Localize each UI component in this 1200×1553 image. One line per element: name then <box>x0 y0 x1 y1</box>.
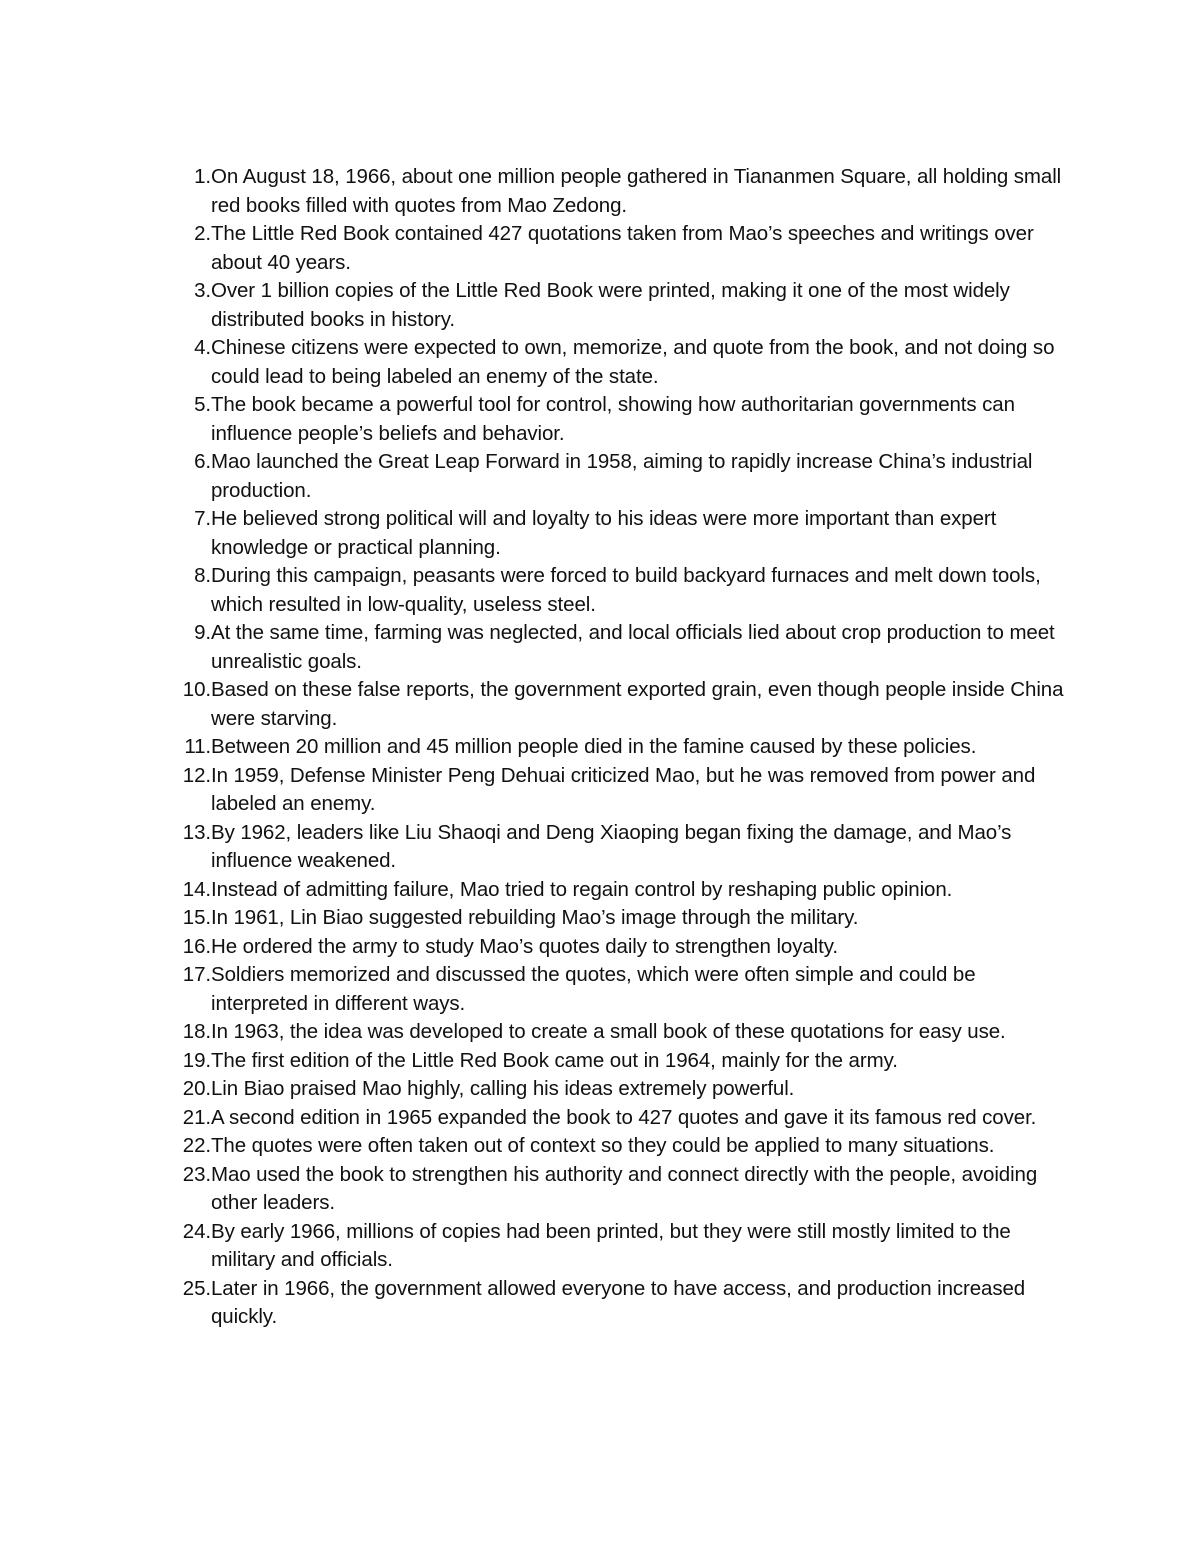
list-item-text: He believed strong political will and loyalty to his ideas were more important than expert knowledge or practical planning. <box>211 507 997 559</box>
list-item <box>160 220 1070 277</box>
list-item-number-label: 7. <box>194 507 211 530</box>
list-item-number-label: 23. <box>182 1162 211 1186</box>
list-item-number <box>160 277 211 306</box>
list-item-number <box>160 163 211 192</box>
list-item-number-label: 16. <box>182 934 211 958</box>
list-item-text: Between 20 million and 45 million people died in the famine caused by these policies. <box>211 735 977 758</box>
list-item-number <box>160 1275 211 1304</box>
list-item-text: By early 1966, millions of copies had been printed, but they were still mostly limited to the military and officials. <box>211 1219 1011 1271</box>
list-item-number <box>160 762 211 791</box>
list-item-text: The book became a powerful tool for control, showing how authoritarian governments can influence people’s beliefs and behavior. <box>211 393 1015 445</box>
list-item <box>160 762 1070 819</box>
list-item-number <box>160 448 211 477</box>
list-item <box>160 505 1070 562</box>
list-item <box>160 1218 1070 1275</box>
list-item-number <box>160 1018 211 1047</box>
list-item <box>160 819 1070 876</box>
list-item <box>160 733 1070 762</box>
list-item-number <box>160 562 211 591</box>
list-item-number <box>160 391 211 420</box>
list-item-text: Instead of admitting failure, Mao tried to regain control by reshaping public opinion. <box>211 877 953 901</box>
list-item-number-label: 8. <box>194 564 211 587</box>
list-item-text: Chinese citizens were expected to own, memorize, and quote from the book, and not doing so could lead to being labeled an enemy of the state. <box>211 336 1055 388</box>
list-item-number-label: 5. <box>194 393 211 416</box>
list-item-number <box>160 505 211 534</box>
list-item <box>160 448 1070 505</box>
list-item <box>160 676 1070 733</box>
list-item-number <box>160 1047 211 1076</box>
list-item-number-label: 6. <box>194 450 211 473</box>
list-item-number <box>160 876 211 905</box>
numbered-list <box>160 163 1070 1332</box>
list-item <box>160 163 1070 220</box>
list-item-number <box>160 733 211 762</box>
list-item <box>160 1075 1070 1104</box>
list-item-text: Soldiers memorized and discussed the quotes, which were often simple and could be interpreted in different ways. <box>211 963 976 1015</box>
list-item <box>160 334 1070 391</box>
list-item-text: Over 1 billion copies of the Little Red Book were printed, making it one of the most widely distributed books in history. <box>211 279 1010 331</box>
list-item-number-label: 25. <box>182 1276 211 1300</box>
list-item-text: Based on these false reports, the government exported grain, even though people inside China were starving. <box>211 678 1064 730</box>
list-item <box>160 1104 1070 1133</box>
list-item-text: At the same time, farming was neglected, and local officials lied about crop production to meet unrealistic goals. <box>211 621 1055 673</box>
list-item-number <box>160 334 211 363</box>
list-item-number-label: 18. <box>182 1020 211 1043</box>
list-item-number <box>160 1104 211 1133</box>
list-item <box>160 1018 1070 1047</box>
list-item-number-label: 17. <box>182 963 211 986</box>
list-item-number-label: 3. <box>194 279 211 302</box>
list-item <box>160 1161 1070 1218</box>
list-item-text: He ordered the army to study Mao’s quotes daily to strengthen loyalty. <box>211 934 838 958</box>
list-item-number-label: 4. <box>194 336 211 359</box>
list-item <box>160 562 1070 619</box>
list-item-number-label: 22. <box>182 1134 211 1157</box>
list-item-text: In 1961, Lin Biao suggested rebuilding Mao’s image through the military. <box>211 906 859 929</box>
list-item-number-label: 2. <box>194 222 211 245</box>
list-item-text: The Little Red Book contained 427 quotations taken from Mao’s speeches and writings over about 40 years. <box>211 222 1034 274</box>
list-item-text: On August 18, 1966, about one million people gathered in Tiananmen Square, all holding small red books filled with quotes from Mao Zedong. <box>211 165 1062 217</box>
list-item-number <box>160 619 211 648</box>
list-item-number-label: 21. <box>182 1105 211 1129</box>
list-item <box>160 876 1070 905</box>
list-item-text: In 1963, the idea was developed to create a small book of these quotations for easy use. <box>211 1020 1006 1043</box>
list-item-text: Mao launched the Great Leap Forward in 1958, aiming to rapidly increase China’s industrial production. <box>211 450 1033 502</box>
list-item-text: Later in 1966, the government allowed everyone to have access, and production increased quickly. <box>211 1276 1026 1328</box>
list-item-text: Mao used the book to strengthen his authority and connect directly with the people, avoiding other leaders. <box>211 1162 1038 1214</box>
list-item-number-label: 12. <box>182 763 211 787</box>
list-item-text: In 1959, Defense Minister Peng Dehuai criticized Mao, but he was removed from power and labeled an enemy. <box>211 763 1036 815</box>
list-item-number <box>160 961 211 990</box>
list-item-number <box>160 819 211 848</box>
list-item-number-label: 9. <box>194 621 211 644</box>
list-item-number-label: 1. <box>194 165 211 188</box>
list-item-number <box>160 1218 211 1247</box>
list-item <box>160 1047 1070 1076</box>
list-item-text: By 1962, leaders like Liu Shaoqi and Deng Xiaoping began fixing the damage, and Mao’s influence weakened. <box>211 820 1012 872</box>
list-item-number-label: 11. <box>184 735 211 758</box>
list-item-number <box>160 220 211 249</box>
list-item-number-label: 20. <box>182 1077 211 1100</box>
list-item-number <box>160 933 211 962</box>
list-item-number-label: 15. <box>182 906 211 929</box>
list-item-number-label: 19. <box>182 1048 211 1072</box>
list-item-number <box>160 676 211 705</box>
list-item-number-label: 14. <box>182 877 211 901</box>
list-item <box>160 933 1070 962</box>
list-item-number <box>160 1161 211 1190</box>
list-item <box>160 1275 1070 1332</box>
list-item <box>160 961 1070 1018</box>
list-item-number-label: 24. <box>182 1219 211 1243</box>
list-item <box>160 277 1070 334</box>
list-item <box>160 904 1070 933</box>
list-item-number <box>160 904 211 933</box>
list-item-number <box>160 1075 211 1104</box>
list-item-number-label: 13. <box>182 820 211 844</box>
list-item-text: During this campaign, peasants were forced to build backyard furnaces and melt down tools, which resulted in low-quality, useless steel. <box>211 564 1041 616</box>
list-item-text: The first edition of the Little Red Book came out in 1964, mainly for the army. <box>211 1048 898 1072</box>
list-item-number <box>160 1132 211 1161</box>
list-item <box>160 391 1070 448</box>
list-item-number-label: 10. <box>182 678 211 701</box>
list-item-text: The quotes were often taken out of context so they could be applied to many situations. <box>211 1134 995 1157</box>
list-item-text: A second edition in 1965 expanded the book to 427 quotes and gave it its famous red cover. <box>211 1105 1037 1129</box>
list-item <box>160 619 1070 676</box>
list-item-text: Lin Biao praised Mao highly, calling his ideas extremely powerful. <box>211 1077 795 1100</box>
list-item <box>160 1132 1070 1161</box>
